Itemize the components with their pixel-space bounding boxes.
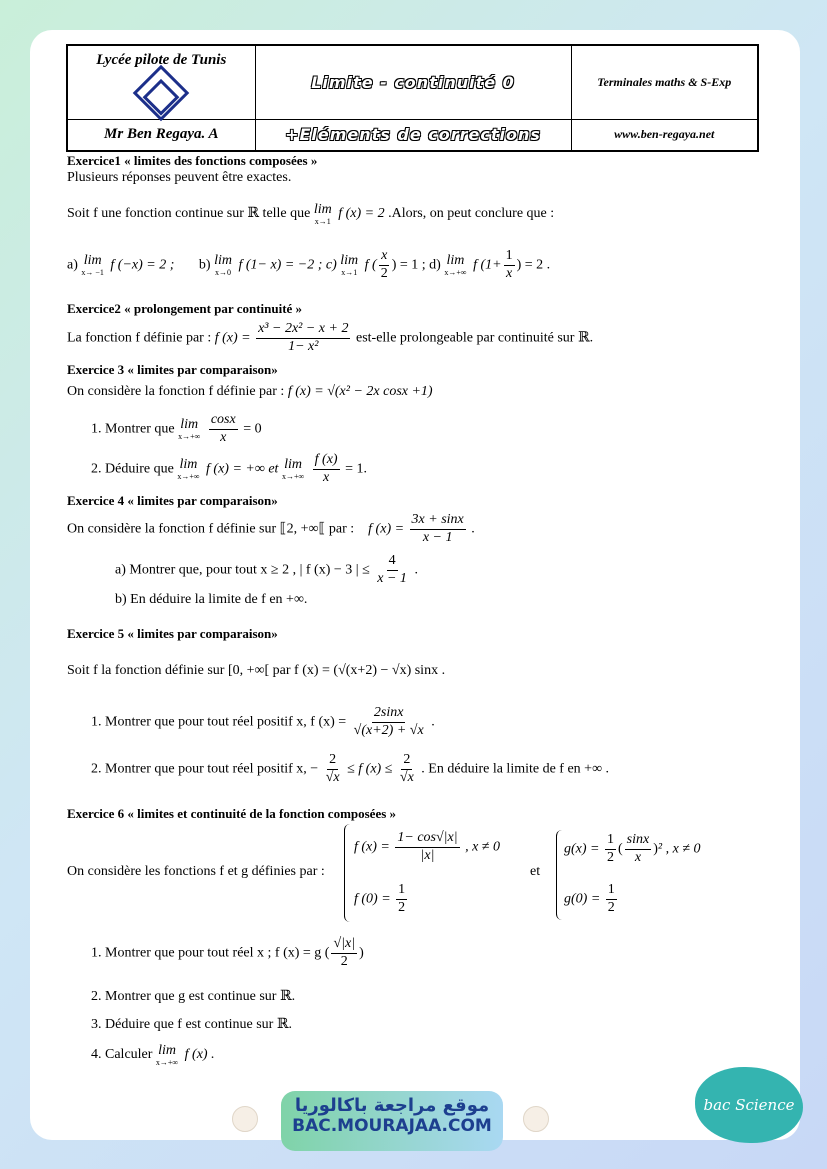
left-small-logo <box>232 1106 258 1132</box>
frac-den: x − 1 <box>422 529 453 545</box>
banner-url[interactable]: BAC.MOURAJAA.COM <box>292 1116 492 1136</box>
frac-den: 2 <box>398 899 406 915</box>
ex6-g-inner-frac <box>625 832 652 867</box>
opt-b-lim <box>214 253 232 277</box>
frac-num: 2 <box>401 752 412 770</box>
ex6-q1 <box>91 936 364 971</box>
frac-num: 2sinx <box>372 705 406 723</box>
ex6-g-line2 <box>564 882 619 917</box>
frac-num: √|x| <box>331 936 357 954</box>
teacher-name: Mr Ben Regaya. A <box>67 119 255 151</box>
ex5-q2 <box>91 752 609 787</box>
opt-c-close: ) <box>391 257 397 273</box>
ex1-options <box>67 248 550 283</box>
ex6-g0: g(0) = <box>564 891 601 907</box>
ex5-q2-frac1 <box>324 752 342 787</box>
lim-word: lim <box>446 253 465 269</box>
ex4-title: Exercice 4 « limites par comparaison» <box>67 493 278 508</box>
ex3-q1-frac <box>209 412 238 447</box>
ex4-qa-frac <box>375 553 409 588</box>
lim-sub: x→+∞ <box>281 472 305 482</box>
ex6-q1-open: ( <box>324 945 330 961</box>
lim-word: lim <box>83 253 102 269</box>
lim-sub: x→0 <box>215 268 231 278</box>
ex6-f0-frac <box>396 882 407 917</box>
lim-sub: x→+∞ <box>178 432 201 442</box>
ex6-intro: On considère les fonctions f et g définies par : <box>67 864 325 879</box>
lim-word: lim <box>158 1043 176 1058</box>
ex4-intro-text: On considère la fonction f définie sur <box>67 521 277 537</box>
frac-den: x <box>323 469 330 485</box>
lim-sub: x→+∞ <box>177 472 200 482</box>
opt-a-lim <box>81 253 104 277</box>
ex3-q2-frac <box>313 452 340 487</box>
lim-sub: x→+∞ <box>444 268 467 278</box>
school-cell <box>67 45 255 119</box>
ex6-q4-lim <box>156 1043 178 1067</box>
ex6-title: Exercice 6 « limites et continuité de la fonction composées » <box>67 806 397 821</box>
doc-title: Limite - continuité 0 <box>255 45 571 119</box>
ex3-q1-end: = 0 <box>243 421 262 437</box>
ex4-frac <box>410 512 466 547</box>
ex2-fx: f (x) = <box>214 330 251 346</box>
header-table <box>66 44 759 152</box>
frac-den: x <box>505 265 513 281</box>
frac-den: x <box>634 849 642 865</box>
opt-c-f: f ( <box>364 257 377 273</box>
ex5-intro: Soit f la fonction définie sur [0, +∞[ par f (x) = (√(x+2) − √x) sinx . <box>67 663 446 678</box>
ex6-g-close: ) <box>653 841 658 857</box>
ex6-g-open: ( <box>618 841 623 857</box>
ex5-q1-text: 1. Montrer que pour tout réel positif x, f (x) = <box>91 714 347 730</box>
ex4-intro <box>67 512 475 547</box>
ex3-q1-lim <box>178 417 200 441</box>
lim-sub: x→1 <box>314 217 331 226</box>
opt-c-expr: = 1 ; d) <box>399 257 441 273</box>
frac-den: √x <box>399 769 414 785</box>
ex1-intro-text: Soit f une fonction continue sur ℝ telle que <box>67 206 311 222</box>
ex2-title: Exercice2 « prolongement par continuité » <box>67 301 303 316</box>
opt-b-expr: f (1− x) = −2 ; c) <box>238 257 337 273</box>
ex3-q2-text: 2. Déduire que <box>91 461 174 477</box>
ex4-qa <box>115 553 418 588</box>
frac-num: sinx <box>625 832 652 850</box>
ex6-g-frac <box>605 832 616 867</box>
opt-b-label: b) <box>198 257 211 273</box>
ex2-intro: La fonction f définie par : <box>67 330 212 346</box>
ex6-et: et <box>530 864 541 879</box>
ex6-q2: 2. Montrer que g est continue sur ℝ. <box>91 989 296 1004</box>
ex3-intro <box>67 384 433 400</box>
frac-den: 2 <box>380 265 388 281</box>
frac-den: √(x+2) + √x <box>353 722 424 738</box>
ex4-fx: f (x) = <box>368 521 405 537</box>
frac-num: x³ − 2x² − x + 2 <box>256 321 350 339</box>
ex4-interval: ⟦2, +∞⟦ par : <box>279 521 355 537</box>
lim-sub: x→+∞ <box>155 1058 179 1067</box>
ex2-end: est-elle prolongeable par continuité sur ℝ. <box>355 330 594 346</box>
ex4-qa-dot: . <box>414 562 418 578</box>
frac-den: 2 <box>340 953 348 969</box>
ex6-g-line1 <box>564 832 701 867</box>
ex5-q2-frac2 <box>398 752 416 787</box>
ex6-q3: 3. Déduire que f est continue sur ℝ. <box>91 1017 292 1032</box>
school-name: Lycée pilote de Tunis <box>96 51 227 68</box>
site-banner[interactable] <box>281 1091 503 1151</box>
ex6-f-line1 <box>354 830 500 865</box>
lim-word: lim <box>313 202 332 217</box>
lim-word: lim <box>214 253 232 269</box>
lim-word: lim <box>179 457 198 473</box>
ex2-frac <box>256 321 350 356</box>
ex6-g-cond: ² , x ≠ 0 <box>657 841 701 857</box>
ex5-q1-frac <box>352 705 426 740</box>
ex3-q2 <box>91 452 367 487</box>
lim-sub: x→ −1 <box>81 268 104 278</box>
frac-num: 4 <box>387 553 398 571</box>
opt-c-frac <box>379 248 390 283</box>
frac-num: 1 <box>606 882 617 900</box>
ex6-q4-text: 4. Calculer <box>91 1047 153 1063</box>
lim-word: lim <box>180 417 199 433</box>
frac-num: 1 <box>504 248 515 266</box>
ex5-q2-end: . En déduire la limite de f en +∞ . <box>421 761 610 777</box>
opt-d-lim <box>444 253 466 277</box>
ex3-q2-lim2 <box>282 457 304 481</box>
ex5-title: Exercice 5 « limites par comparaison» <box>67 626 278 641</box>
ex6-g-brace <box>556 830 564 920</box>
opt-d-f: f (1+ <box>473 257 502 273</box>
frac-num: 1− cos√|x| <box>395 830 459 848</box>
lim-sub: x→1 <box>341 268 358 278</box>
frac-num: x <box>379 248 389 266</box>
ex5-q1-dot: . <box>431 714 435 730</box>
ex1-intro-end: .Alors, on peut conclure que : <box>388 206 555 222</box>
ex6-f-cond: , x ≠ 0 <box>465 839 500 855</box>
ex6-f-fx: f (x) = <box>354 839 390 855</box>
ex6-q4 <box>91 1043 215 1067</box>
frac-den: 2 <box>607 849 614 865</box>
frac-den: x <box>220 429 227 445</box>
opt-c-lim <box>340 253 358 277</box>
ex1-intro <box>67 202 554 226</box>
right-small-logo <box>523 1106 549 1132</box>
bac-science-logo: bac Science <box>695 1067 803 1143</box>
frac-num: 1 <box>396 882 407 900</box>
ex3-q2-a: f (x) = +∞ et <box>206 461 279 477</box>
ex3-q2-lim <box>177 457 199 481</box>
frac-den: x − 1 <box>377 570 407 586</box>
ex1-title: Exercice1 « limites des fonctions composées » <box>67 153 318 168</box>
lim-word: lim <box>284 457 302 473</box>
ex6-f-line2 <box>354 882 409 917</box>
ex3-q2-end: = 1. <box>345 461 367 477</box>
opt-a-expr: f (−x) = 2 ; <box>110 257 175 273</box>
website-link[interactable]: www.ben-regaya.net <box>571 119 758 151</box>
doc-subtitle: +Eléments de corrections <box>255 119 571 151</box>
ex6-q1-text: 1. Montrer que pour tout réel x ; f (x) = g <box>91 945 322 961</box>
ex4-qa-text: a) Montrer que, pour tout x ≥ 2 , | f (x) − 3 | ≤ <box>115 562 370 578</box>
lim-word: lim <box>340 253 359 269</box>
opt-d-frac <box>504 248 515 283</box>
ex6-f-brace <box>344 824 352 922</box>
banner-arabic: موقع مراجعة باكالوريا <box>294 1095 490 1116</box>
school-logo <box>133 64 190 121</box>
frac-den: √x <box>325 769 340 785</box>
ex1-lim <box>314 202 332 226</box>
ex2-body <box>67 321 593 356</box>
ex6-f-frac <box>395 830 459 865</box>
frac-num: 1 <box>605 832 616 850</box>
ex6-q4-expr: f (x) . <box>184 1047 215 1063</box>
frac-num: cosx <box>209 412 238 430</box>
opt-d-close: ) <box>516 257 522 273</box>
opt-d-expr: = 2 . <box>524 257 551 273</box>
frac-den: 2 <box>607 899 615 915</box>
ex6-q1-frac <box>331 936 357 971</box>
ex3-title: Exercice 3 « limites par comparaison» <box>67 362 278 377</box>
ex5-q1 <box>91 705 435 740</box>
ex5-q2-mid: ≤ f (x) ≤ <box>347 761 393 777</box>
ex4-dot: . <box>471 521 475 537</box>
frac-num: 2 <box>327 752 338 770</box>
ex6-g0-frac <box>606 882 617 917</box>
opt-a-label: a) <box>67 257 78 273</box>
ex3-q1 <box>91 412 262 447</box>
ex6-g-gx: g(x) = <box>564 841 600 857</box>
ex6-q1-close: ) <box>359 945 364 961</box>
ex3-expr: f (x) = √(x² − 2x cosx +1) <box>287 384 433 399</box>
frac-den: 1− x² <box>288 338 319 354</box>
frac-den: |x| <box>420 847 435 863</box>
ex1-note: Plusieurs réponses peuvent être exactes. <box>67 170 292 185</box>
ex3-intro-text: On considère la fonction f définie par : <box>67 384 285 399</box>
ex4-qb: b) En déduire la limite de f en +∞. <box>115 592 308 607</box>
ex3-q1-text: 1. Montrer que <box>91 421 175 437</box>
ex6-f0: f (0) = <box>354 891 391 907</box>
level-label: Terminales maths & S-Exp <box>571 45 758 119</box>
frac-num: 3x + sinx <box>410 512 466 530</box>
ex1-lim-expr: f (x) = 2 <box>338 206 385 222</box>
frac-num: f (x) <box>313 452 340 470</box>
ex5-q2-text: 2. Montrer que pour tout réel positif x, − <box>91 761 319 777</box>
